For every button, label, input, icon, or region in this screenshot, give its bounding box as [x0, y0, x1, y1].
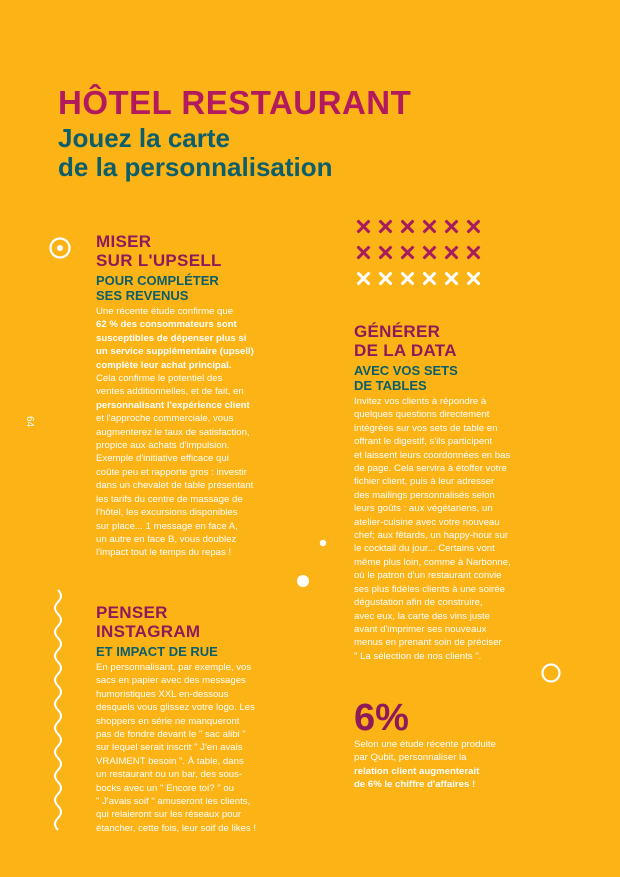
instagram-body [96, 661, 296, 835]
body-line: sur lequel serait inscrit " J'en avais [96, 742, 243, 754]
small-dot-icon [318, 538, 328, 548]
body-line: dégustation afin de construire, [354, 597, 483, 609]
body-line: avant d'imprimer ses nouveaux [354, 623, 487, 635]
body-line: les tarifs du centre de massage de [96, 493, 243, 505]
body-line: fichier client, puis à leur adresser [354, 476, 495, 488]
section-upsell [96, 232, 296, 560]
body-line: offrant le digestif, s'ils participent [354, 436, 493, 448]
section-data [354, 322, 554, 663]
instagram-heading-2: INSTAGRAM [96, 622, 201, 641]
section-stat [354, 698, 554, 792]
body-line: de 6% le chiffre d'affaires ! [354, 779, 476, 791]
body-line: bocks avec un " Encore toi? " ou [96, 782, 235, 794]
body-line: quelques questions directement [354, 409, 490, 421]
body-line: avec eux, la carte des vins juste [354, 610, 490, 622]
page-title: HÔTEL RESTAURANT [58, 84, 412, 121]
body-line: dans un chevalet de table présentant [96, 480, 254, 492]
body-line: chef; aux fêtards, un happy-hour sur [354, 530, 509, 542]
body-line: atelier-cuisine avec votre nouveau [354, 516, 500, 528]
body-line: susceptibles de dépenser plus si [96, 332, 247, 344]
cross-icon [462, 216, 484, 238]
upsell-sub-2: SES REVENUS [96, 288, 189, 303]
instagram-heading-1: PENSER [96, 603, 168, 622]
body-line: humoristiques XXL en-dessous [96, 688, 229, 700]
body-line: propice aux achats d'impulsion. [96, 440, 230, 452]
body-line: qui relaieront sur les réseaux pour [96, 809, 242, 821]
body-line: augmenterez le taux de satisfaction, [96, 426, 250, 438]
page-subtitle [58, 124, 458, 182]
body-line: " J'avais soif " amuseront les clients, [96, 796, 251, 808]
body-line: un restaurant ou un bar, des sous- [96, 769, 243, 781]
upsell-heading-1: MISER [96, 232, 152, 251]
body-line: même plus loin, comme à Narbonne, [354, 556, 511, 568]
cross-icon [418, 242, 440, 264]
body-line: où le patron d'un restaurant convie [354, 570, 502, 582]
crosses-row [352, 266, 492, 292]
body-line: Cela confirme le potentiel des [96, 373, 223, 385]
body-line: menus en prenant soin de préciser [354, 637, 502, 649]
section-instagram [96, 603, 296, 835]
body-line: un autre en face B, vous doublez [96, 533, 237, 545]
body-line: En personnalisant, par exemple, vos [96, 662, 252, 673]
page-number: 64 [24, 415, 36, 428]
cross-icon [440, 216, 462, 238]
body-line: Une récente étude confirme que [96, 306, 234, 317]
stat-value: 6% [354, 697, 409, 739]
body-line: desquels vous glissez votre logo. Les [96, 702, 255, 714]
body-line: et laissent leurs coordonnées en bas [354, 449, 511, 461]
cross-icon [374, 216, 396, 238]
upsell-sub-1: POUR COMPLÉTER [96, 273, 219, 288]
body-line: Invitez vos clients à répondre à [354, 396, 487, 407]
data-heading-2: DE LA DATA [354, 341, 457, 360]
cross-icon [352, 216, 374, 238]
crosses-row [352, 240, 492, 266]
data-heading-1: GÉNÉRER [354, 322, 441, 341]
body-line: complète leur achat principal. [96, 359, 232, 371]
body-line: VRAIMENT besoin ". À table, dans [96, 755, 244, 767]
upsell-body [96, 305, 296, 560]
body-line: 62 % des consommateurs sont [96, 319, 237, 331]
cross-icon [396, 268, 418, 290]
upsell-heading-2: SUR L'UPSELL [96, 251, 222, 270]
cross-icon [440, 242, 462, 264]
body-line: étancher, cette fois, leur soif de likes ! [96, 822, 256, 834]
body-line: pas de fondre devant le " sac alibi " [96, 729, 246, 741]
body-line: ses plus fidèles clients à une soirée [354, 583, 505, 595]
body-line: l'impact tout le temps du repas ! [96, 547, 232, 559]
data-body [354, 395, 554, 663]
body-line: Exemple d'initiative efficace qui [96, 453, 229, 465]
body-line: et l'approche commerciale, vous [96, 413, 234, 425]
body-line: ventes additionnelles, et de fait, en [96, 386, 244, 398]
cross-icon [418, 268, 440, 290]
cross-icon [396, 216, 418, 238]
ring-icon [540, 662, 562, 684]
cross-icon [462, 268, 484, 290]
target-circle-icon [48, 236, 72, 260]
body-line: " La sélection de nos clients ". [354, 650, 482, 662]
body-line: Selon une étude récente produite [354, 739, 496, 750]
cross-icon [418, 216, 440, 238]
body-line: leurs goûts : aux végétariens, un [354, 503, 493, 515]
wavy-line-icon [50, 588, 66, 838]
body-line: sur place... 1 message en face A, [96, 520, 238, 532]
cross-icon [352, 242, 374, 264]
cross-icon [396, 242, 418, 264]
cross-icon [352, 268, 374, 290]
stat-body [354, 738, 554, 792]
cross-icon [374, 268, 396, 290]
body-line: intégrées sur vos sets de table en [354, 422, 498, 434]
crosses-pattern [352, 214, 492, 292]
body-line: de page. Cela servira à étoffer votre [354, 463, 507, 475]
cross-icon [374, 242, 396, 264]
subtitle-line-2: de la personnalisation [58, 152, 333, 182]
body-line: sacs en papier avec des messages [96, 675, 246, 687]
body-line: relation client augmenterait [354, 765, 480, 777]
body-line: un service supplémentaire (upsell) [96, 346, 254, 358]
body-line: le cocktail du jour... Certains vont [354, 543, 495, 555]
cross-icon [462, 242, 484, 264]
body-line: coûte peu et rapporte gros : investir [96, 466, 247, 478]
body-line: shoppers en série ne manqueront [96, 715, 240, 727]
data-sub-1: AVEC VOS SETS [354, 363, 458, 378]
body-line: des mailings personnalisés selon [354, 489, 495, 501]
body-line: par Qubit, personnaliser la [354, 752, 467, 764]
body-line: personnalisant l'expérience client [96, 399, 250, 411]
cross-icon [440, 268, 462, 290]
body-line: l'hôtel, les excursions disponibles [96, 507, 238, 519]
medium-dot-icon [295, 573, 311, 589]
data-sub-2: DE TABLES [354, 378, 427, 393]
crosses-row [352, 214, 492, 240]
subtitle-line-1: Jouez la carte [58, 123, 230, 153]
instagram-sub-1: ET IMPACT DE RUE [96, 644, 218, 659]
